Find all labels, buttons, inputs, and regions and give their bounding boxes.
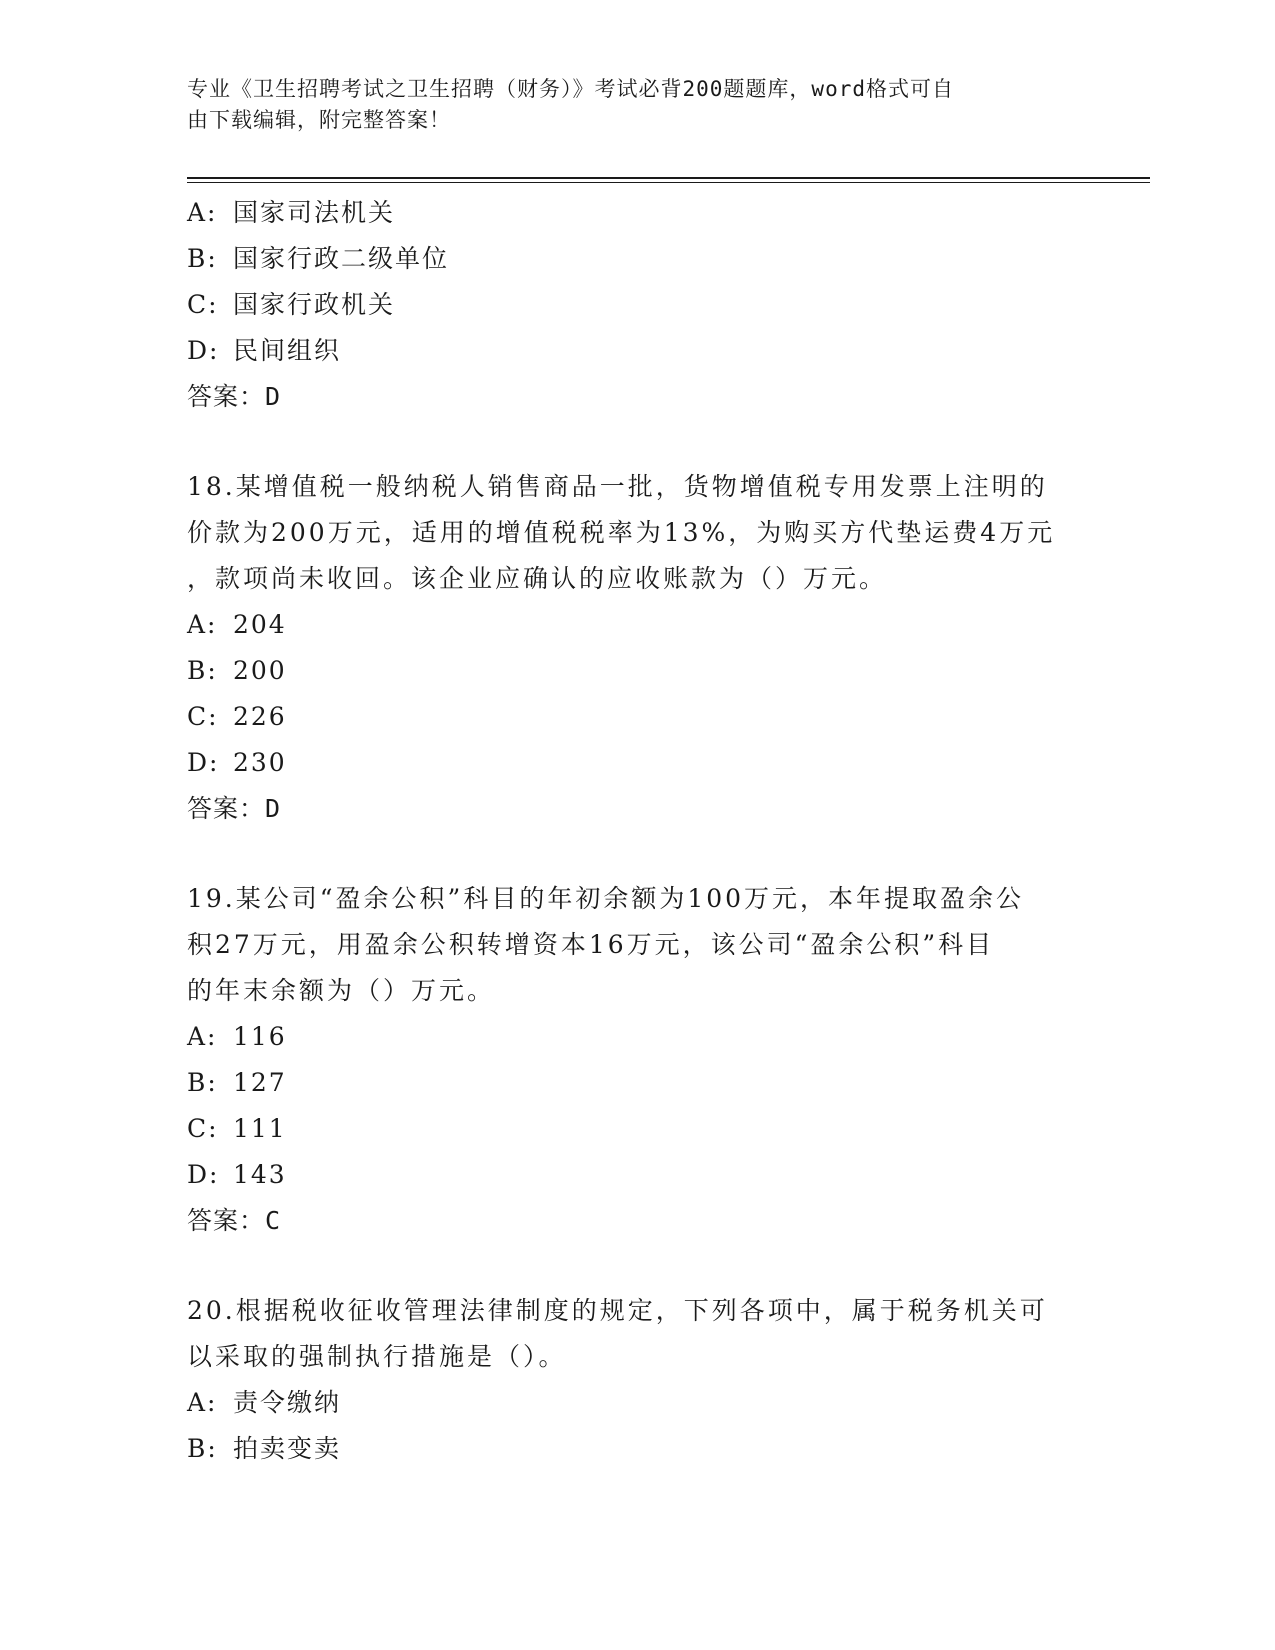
question-text-line: ，款项尚未收回。该企业应确认的应收账款为（）万元。 (187, 564, 888, 593)
header-divider-thick (187, 177, 1150, 179)
option-b: B: 127 (187, 1068, 287, 1097)
question-text-line: 20.根据税收征收管理法律制度的规定，下列各项中，属于税务机关可 (187, 1296, 1048, 1325)
option-b: B: 国家行政二级单位 (187, 244, 450, 273)
question-text-line: 19.某公司“盈余公积”科目的年初余额为100万元，本年提取盈余公 (187, 884, 1025, 913)
question-19 (187, 876, 1087, 1244)
header-line-1: 专业《卫生招聘考试之卫生招聘（财务）》考试必背200题题库，word格式可自 (187, 77, 954, 101)
option-d: D: 230 (187, 748, 287, 777)
question-text-line: 的年末余额为（）万元。 (187, 976, 496, 1005)
question-list (187, 190, 1087, 1472)
option-a: A: 责令缴纳 (187, 1388, 342, 1417)
document-header (187, 74, 1067, 136)
answer-line: 答案：D (187, 382, 282, 411)
header-divider-thin (187, 182, 1150, 183)
option-c: C: 111 (187, 1114, 287, 1143)
question-17 (187, 190, 1087, 420)
option-a: A: 204 (187, 610, 287, 639)
question-text-line: 价款为200万元，适用的增值税税率为13%，为购买方代垫运费4万元 (187, 518, 1056, 547)
option-a: A: 国家司法机关 (187, 198, 396, 227)
question-text-line: 以采取的强制执行措施是（）。 (187, 1342, 567, 1371)
answer-line: 答案：D (187, 794, 282, 823)
question-20 (187, 1288, 1087, 1472)
option-b: B: 拍卖变卖 (187, 1434, 342, 1463)
option-b: B: 200 (187, 656, 287, 685)
header-line-2: 由下载编辑，附完整答案！ (187, 108, 451, 132)
answer-line: 答案：C (187, 1206, 282, 1235)
option-c: C: 国家行政机关 (187, 290, 396, 319)
option-a: A: 116 (187, 1022, 287, 1051)
question-text-line: 积27万元，用盈余公积转增资本16万元，该公司“盈余公积”科目 (187, 930, 995, 959)
question-18 (187, 464, 1087, 832)
option-d: D: 民间组织 (187, 336, 342, 365)
option-c: C: 226 (187, 702, 287, 731)
question-text-line: 18.某增值税一般纳税人销售商品一批，货物增值税专用发票上注明的 (187, 472, 1048, 501)
option-d: D: 143 (187, 1160, 287, 1189)
